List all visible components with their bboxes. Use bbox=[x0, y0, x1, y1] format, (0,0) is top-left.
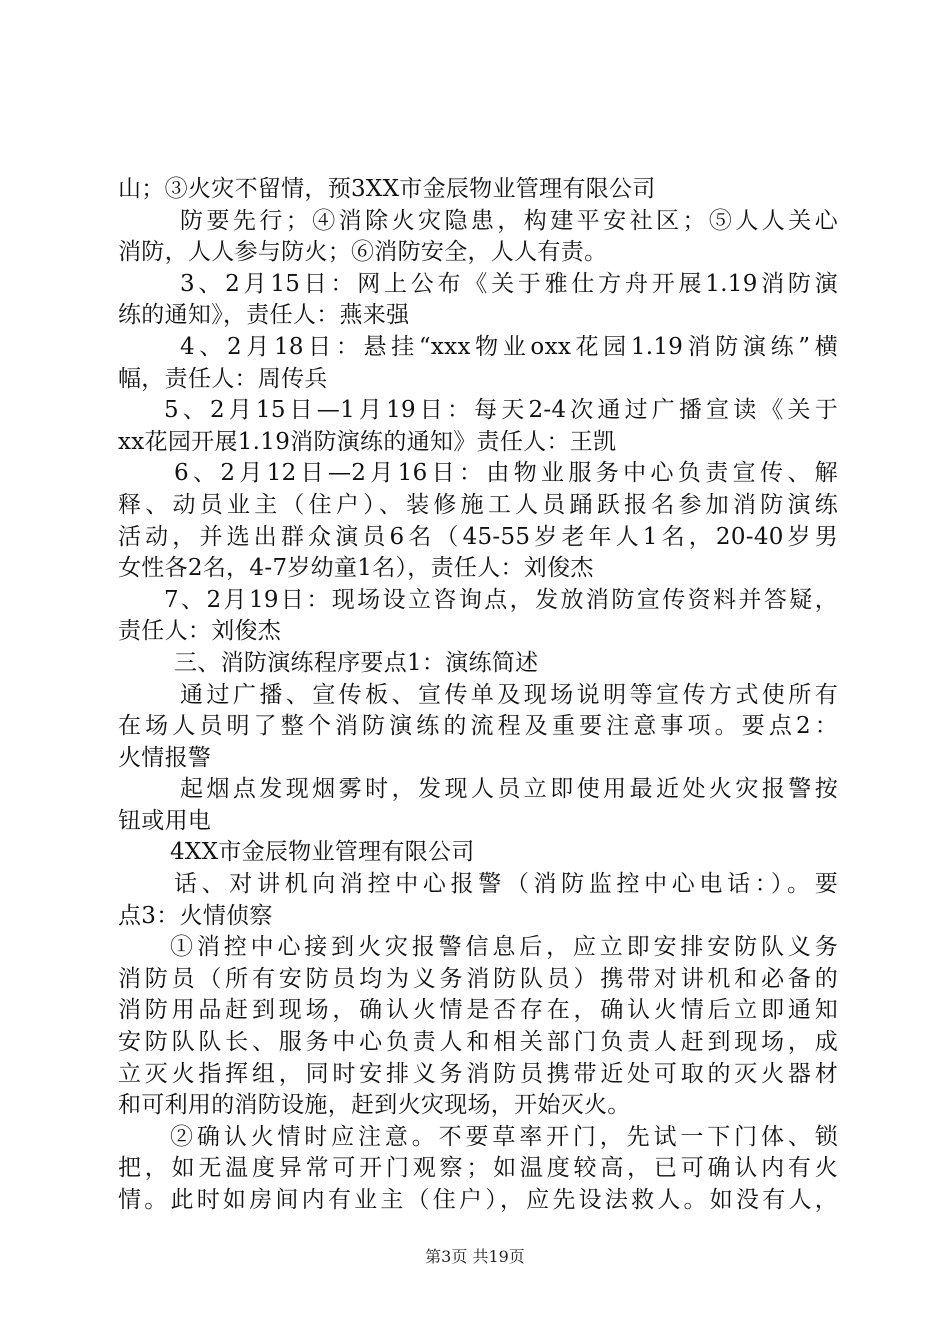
text-line: 防要先行；④消除火灾隐患，构建平安社区；⑤人人关心 bbox=[180, 207, 838, 234]
text-line: 5、2月15日—1月19日：每天2-4次通过广播宣读《关于 bbox=[164, 397, 838, 424]
text-line: 责任人：刘俊杰 bbox=[118, 618, 282, 645]
text-line: 活动，并选出群众演员6名（45-55岁老年人1名，20-40岁男 bbox=[118, 523, 838, 550]
text-line: 女性各2名，4-7岁幼童1名），责任人：刘俊杰 bbox=[118, 555, 594, 582]
text-line: 钮或用电 bbox=[118, 807, 212, 834]
text-line: 消防，人人参与防火；⑥消防安全，人人有责。 bbox=[118, 239, 608, 266]
text-line: 起烟点发现烟雾时，发现人员立即使用最近处火灾报警按 bbox=[180, 776, 838, 803]
text-line: ②确认火情时应注意。不要草率开门，先试一下门体、锁 bbox=[170, 1123, 838, 1150]
text-line: 在场人员明了整个消防演练的流程及重要注意事项。要点2： bbox=[118, 713, 838, 740]
text-line: 山；③火灾不留情，预3XX市金辰物业管理有限公司 bbox=[118, 176, 656, 202]
text-line: 情。此时如房间内有业主（住户），应先设法救人。如没有人， bbox=[118, 1187, 838, 1213]
text-line: 点3：火情侦察 bbox=[118, 902, 273, 929]
text-line: 消防用品赶到现场，确认火情是否存在，确认火情后立即通知 bbox=[118, 997, 838, 1024]
text-line: 3、2月15日：网上公布《关于雅仕方舟开展1.19消防演 bbox=[180, 270, 838, 297]
text-line: 4、2月18日：悬挂“xxx物业oxx花园1.19消防演练”横 bbox=[180, 333, 838, 360]
text-line: 安防队队长、服务中心负责人和相关部门负责人赶到现场，成 bbox=[118, 1029, 838, 1056]
text-line: 幅，责任人：周传兵 bbox=[118, 365, 328, 392]
text-line: 释、动员业主（住户）、装修施工人员踊跃报名参加消防演练 bbox=[118, 491, 838, 518]
page-footer: 第3页 共19页 bbox=[425, 1247, 525, 1266]
text-line: 立灭火指挥组，同时安排义务消防员携带近处可取的灭火器材 bbox=[118, 1060, 838, 1087]
text-line: 通过广播、宣传板、宣传单及现场说明等宣传方式使所有 bbox=[180, 681, 838, 708]
text-line: xx花园开展1.19消防演练的通知》责任人：王凯 bbox=[118, 428, 617, 455]
text-line: 三、消防演练程序要点1：演练简述 bbox=[174, 649, 539, 676]
text-line: 和可利用的消防设施，赶到火灾现场，开始灭火。 bbox=[118, 1092, 631, 1119]
text-line: 4XX市金辰物业管理有限公司 bbox=[170, 839, 475, 866]
text-line: 练的通知》，责任人：燕来强 bbox=[118, 302, 410, 329]
text-line: 6、2月12日—2月16日：由物业服务中心负责宣传、解 bbox=[174, 460, 838, 487]
text-line: 话、对讲机向消控中心报警（消防监控中心电话：）。要 bbox=[174, 871, 838, 898]
text-line: 火情报警 bbox=[118, 744, 212, 771]
text-line: 7、2月19日：现场设立咨询点，发放消防宣传资料并答疑， bbox=[164, 586, 838, 613]
text-line: 消防员（所有安防员均为义务消防队员）携带对讲机和必备的 bbox=[118, 965, 838, 992]
text-line: ①消控中心接到火灾报警信息后，应立即安排安防队义务 bbox=[170, 934, 838, 961]
body-text bbox=[118, 174, 838, 1217]
text-line: 把，如无温度异常可开门观察；如温度较高，已可确认内有火 bbox=[118, 1155, 838, 1182]
